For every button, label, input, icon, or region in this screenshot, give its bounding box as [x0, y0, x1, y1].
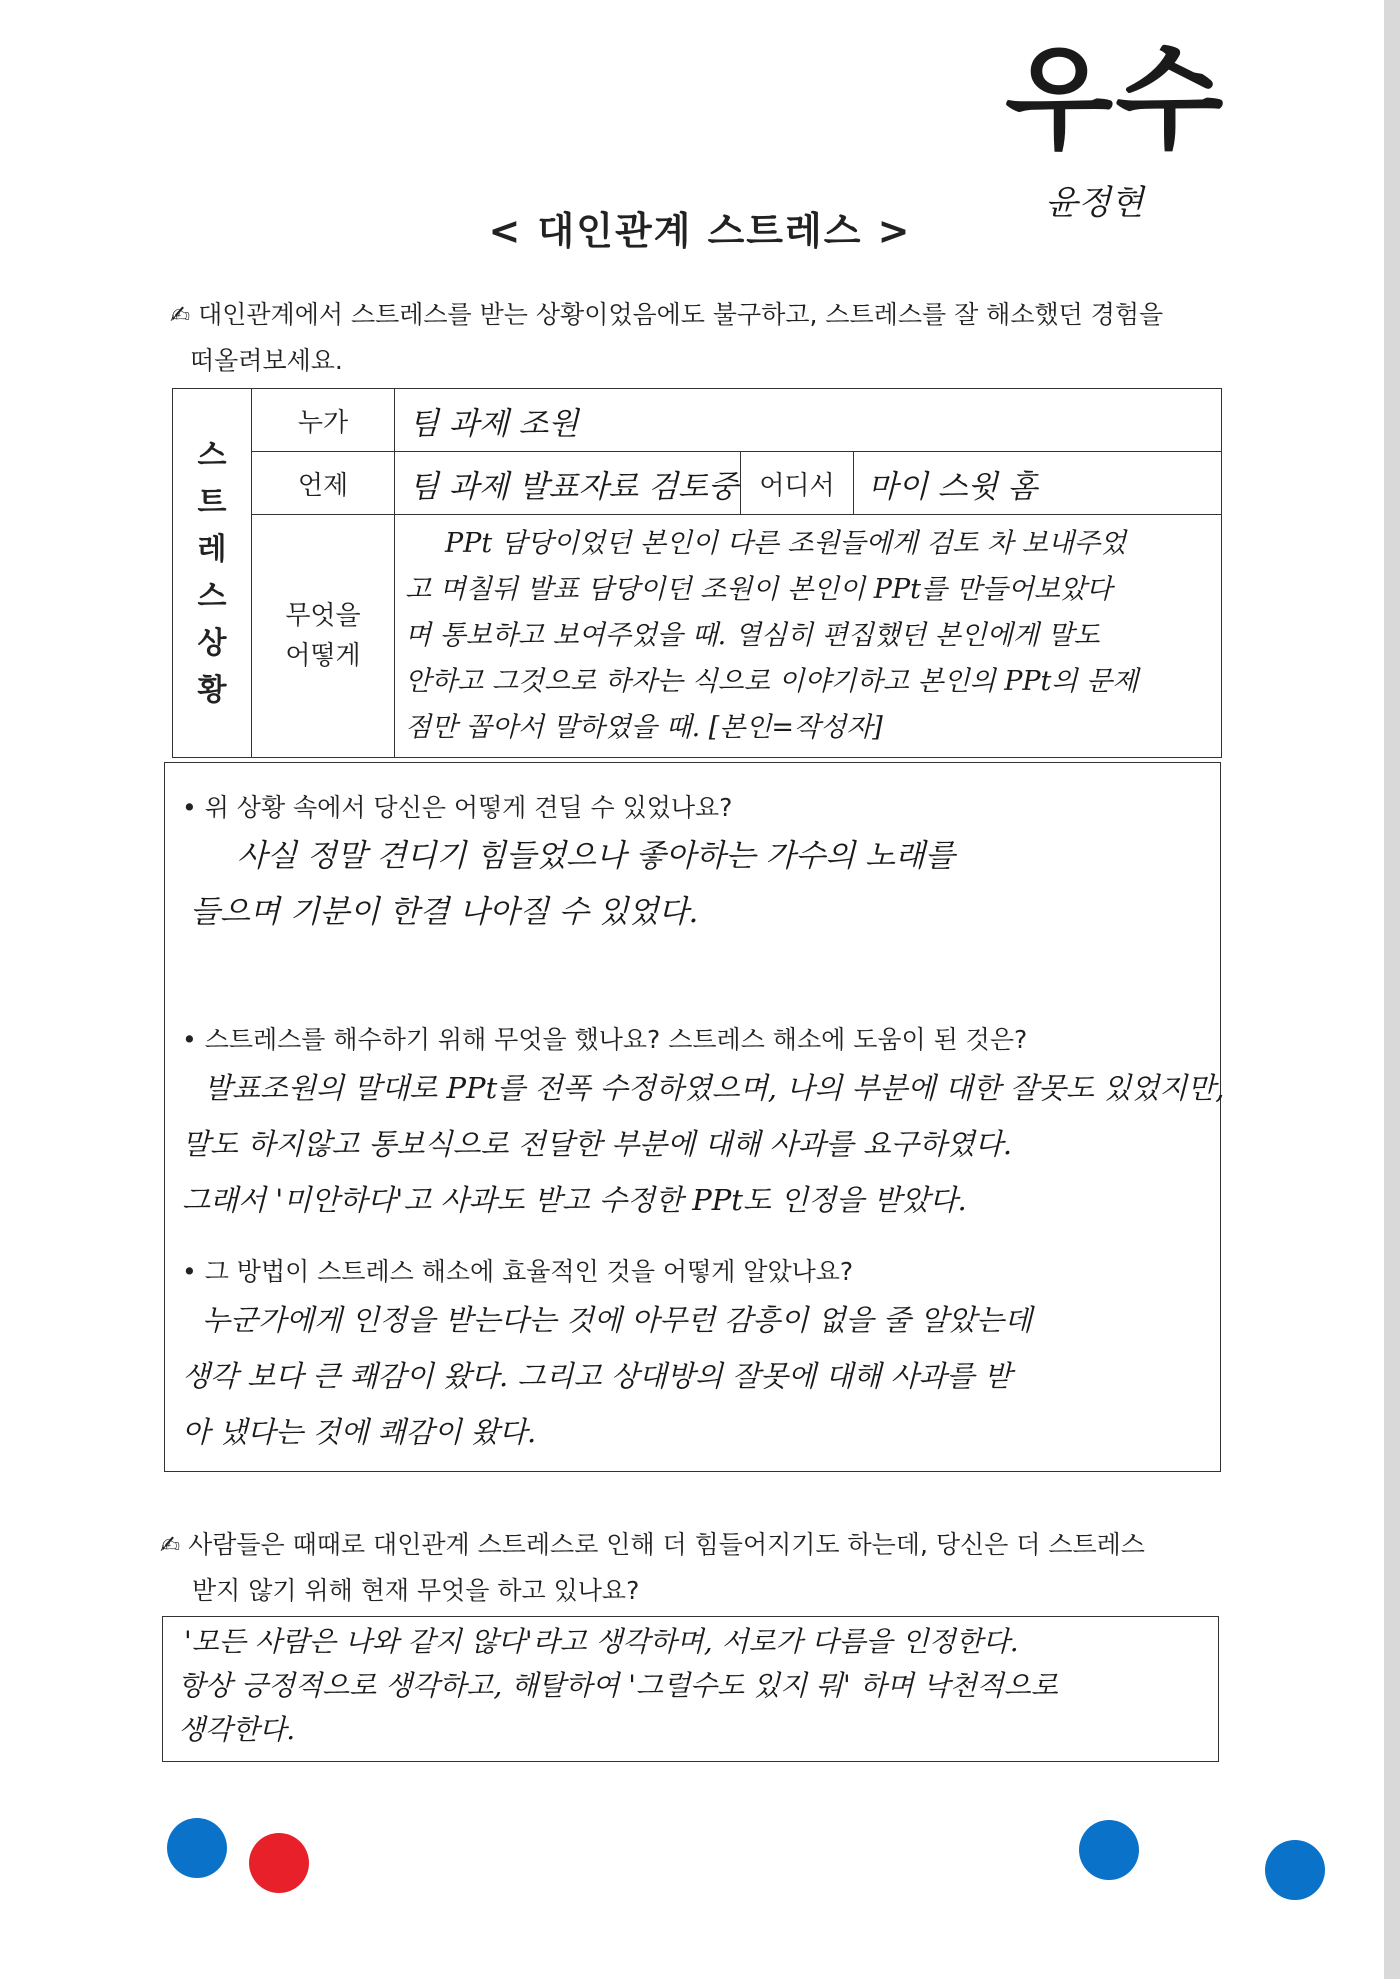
- q3-answer-line-3: 아 냈다는 것에 쾌감이 왔다.: [182, 1415, 537, 1449]
- where-value: 마이 스윗 홈: [854, 452, 1222, 515]
- q1-question: • 위 상황 속에서 당신은 어떻게 견딜 수 있었나요?: [182, 793, 733, 822]
- blue-dot-right: [1079, 1820, 1139, 1880]
- q3-answer-line-1: 누군가에게 인정을 받는다는 것에 아무런 감흥이 없을 줄 알았는데: [202, 1303, 1033, 1337]
- prompt-1: [170, 292, 1240, 384]
- author-name: 윤정현: [1045, 183, 1144, 223]
- where-label: 어디서: [741, 452, 854, 515]
- q1-answer-line-1: 사실 정말 견디기 힘들었으나 좋아하는 가수의 노래를: [237, 838, 955, 874]
- who-value: 팀 과제 조원: [395, 389, 1222, 452]
- prompt-1-line-1: 대인관계에서 스트레스를 받는 상황이었음에도 불구하고, 스트레스를 잘 해소했던 경험을: [198, 300, 1164, 329]
- q1-answer-line-2: 들으며 기분이 한결 나아질 수 있었다.: [190, 894, 699, 930]
- pencil-icon: ✍: [170, 301, 191, 329]
- prompt-2-line-1: 사람들은 때때로 대인관계 스트레스로 인해 더 힘들어지기도 하는데, 당신은 더 스트레스: [188, 1530, 1145, 1559]
- final-answer: [178, 1620, 1208, 1752]
- q2-answer-line-2: 말도 하지않고 통보식으로 전달한 부분에 대해 사과를 요구하였다.: [182, 1127, 1013, 1161]
- blue-dot-left: [167, 1818, 227, 1878]
- prompt-1-line-2: 떠올려보세요.: [190, 346, 343, 375]
- red-dot: [249, 1833, 309, 1893]
- situation-table: [172, 388, 1222, 758]
- q2-question: • 스트레스를 해수하기 위해 무엇을 했나요? 스트레스 해소에 도움이 된 것은?: [182, 1025, 1028, 1054]
- q3-block: [182, 1252, 1212, 1460]
- blue-dot-far-right: [1265, 1840, 1325, 1900]
- section-label-vertical: 스 트 레 스 상 황: [173, 389, 252, 758]
- grade-mark: 우수: [1005, 35, 1226, 165]
- prompt-2-line-2: 받지 않기 위해 현재 무엇을 하고 있나요?: [192, 1576, 640, 1605]
- q3-answer-line-2: 생각 보다 큰 쾌감이 왔다. 그리고 상대방의 잘못에 대해 사과를 받: [182, 1359, 1012, 1393]
- q1-block: [182, 788, 1212, 940]
- prompt-2: [160, 1522, 1240, 1614]
- page-title: < 대인관계 스트레스 >: [488, 209, 912, 253]
- pencil-icon: ✍: [160, 1531, 181, 1559]
- who-label: 누가: [252, 389, 395, 452]
- q2-answer-line-3: 그래서 '미안하다'고 사과도 받고 수정한 PPt도 인정을 받았다.: [182, 1183, 967, 1217]
- what-how-label: 무엇을 어떻게: [252, 515, 395, 758]
- what-how-value: PPt 담당이었던 본인이 다른 조원들에게 검토 차 보내주었 고 며칠뒤 발표 담당이던 조원이 본인이 PPt를 만들어보았다 며 통보하고 보여주었을 때. 열심히 편집했던 본인에게 말도 안하고 그것으로 하자는 식으로 이야기하고 본인의 PPt의 문제 점만 꼽아서 말하였을 때. [본인=작성자]: [395, 515, 1222, 758]
- q2-block: [182, 1020, 1382, 1228]
- q3-question: • 그 방법이 스트레스 해소에 효율적인 것을 어떻게 알았나요?: [182, 1257, 854, 1286]
- final-answer-line-3: 생각한다.: [178, 1713, 296, 1746]
- when-label: 언제: [252, 452, 395, 515]
- page-edge: [1384, 0, 1400, 1979]
- final-answer-line-2: 항상 긍정적으로 생각하고, 해탈하여 '그럴수도 있지 뭐' 하며 낙천적으로: [178, 1669, 1058, 1702]
- final-answer-line-1: '모든 사람은 나와 같지 않다'라고 생각하며, 서로가 다름을 인정한다.: [184, 1625, 1019, 1658]
- q2-answer-line-1: 발표조원의 말대로 PPt를 전폭 수정하였으며, 나의 부분에 대한 잘못도 있었지만,: [204, 1071, 1225, 1105]
- when-value: 팀 과제 발표자료 검토중: [395, 452, 741, 515]
